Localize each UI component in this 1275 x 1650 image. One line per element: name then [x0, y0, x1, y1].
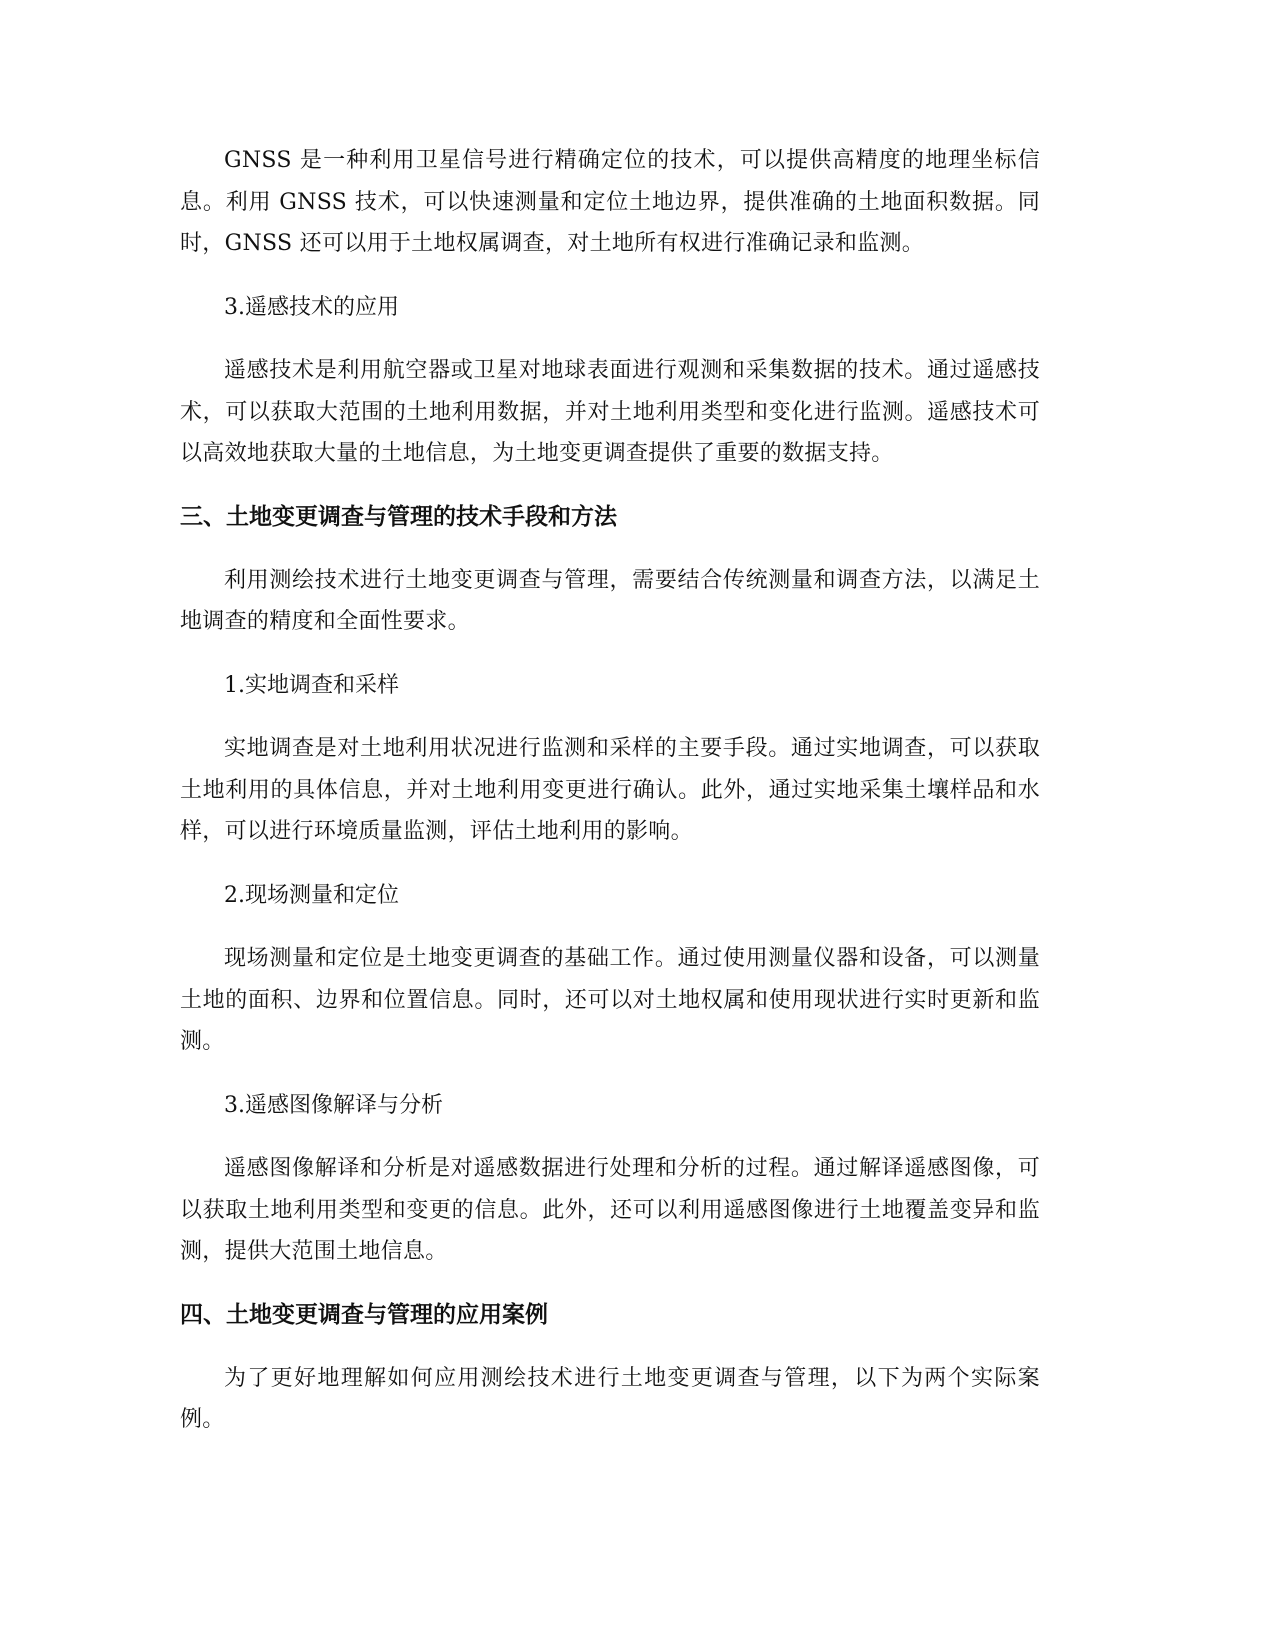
- paragraph-gnss: GNSS 是一种利用卫星信号进行精确定位的技术，可以提供高精度的地理坐标信息。利用 GNSS 技术，可以快速测量和定位土地边界，提供准确的土地面积数据。同时，GNSS 还可以用于土地权属调查，对土地所有权进行准确记录和监测。: [180, 148, 1040, 256]
- section-heading-4: 四、土地变更调查与管理的应用案例: [180, 1301, 548, 1328]
- paragraph-onsite-measurement: 现场测量和定位是土地变更调查的基础工作。通过使用测量仪器和设备，可以测量土地的面积、边界和位置信息。同时，还可以对土地权属和使用现状进行实时更新和监测。: [180, 946, 1040, 1054]
- section-heading-3: 三、土地变更调查与管理的技术手段和方法: [180, 503, 617, 530]
- paragraph-remote-sensing: 遥感技术是利用航空器或卫星对地球表面进行观测和采集数据的技术。通过遥感技术，可以获取大范围的土地利用数据，并对土地利用类型和变化进行监测。遥感技术可以高效地获取大量的土地信息，为土地变更调查提供了重要的数据支持。: [180, 358, 1040, 466]
- subheading-onsite-measurement: 2.现场测量和定位: [224, 882, 399, 908]
- subheading-remote-sensing-application: 3.遥感技术的应用: [224, 294, 399, 320]
- document-page: [180, 140, 1040, 1463]
- paragraph-field-survey: 实地调查是对土地利用状况进行监测和采样的主要手段。通过实地调查，可以获取土地利用的具体信息，并对土地利用变更进行确认。此外，通过实地采集土壤样品和水样，可以进行环境质量监测，评估土地利用的影响。: [180, 736, 1040, 844]
- paragraph-section-3-intro: 利用测绘技术进行土地变更调查与管理，需要结合传统测量和调查方法，以满足土地调查的精度和全面性要求。: [180, 567, 1040, 634]
- paragraph-section-4-intro: 为了更好地理解如何应用测绘技术进行土地变更调查与管理，以下为两个实际案例。: [180, 1365, 1040, 1432]
- subheading-image-interpretation: 3.遥感图像解译与分析: [224, 1092, 443, 1118]
- subheading-field-survey: 1.实地调查和采样: [224, 672, 399, 698]
- paragraph-image-interpretation: 遥感图像解译和分析是对遥感数据进行处理和分析的过程。通过解译遥感图像，可以获取土地利用类型和变更的信息。此外，还可以利用遥感图像进行土地覆盖变异和监测，提供大范围土地信息。: [180, 1156, 1040, 1264]
